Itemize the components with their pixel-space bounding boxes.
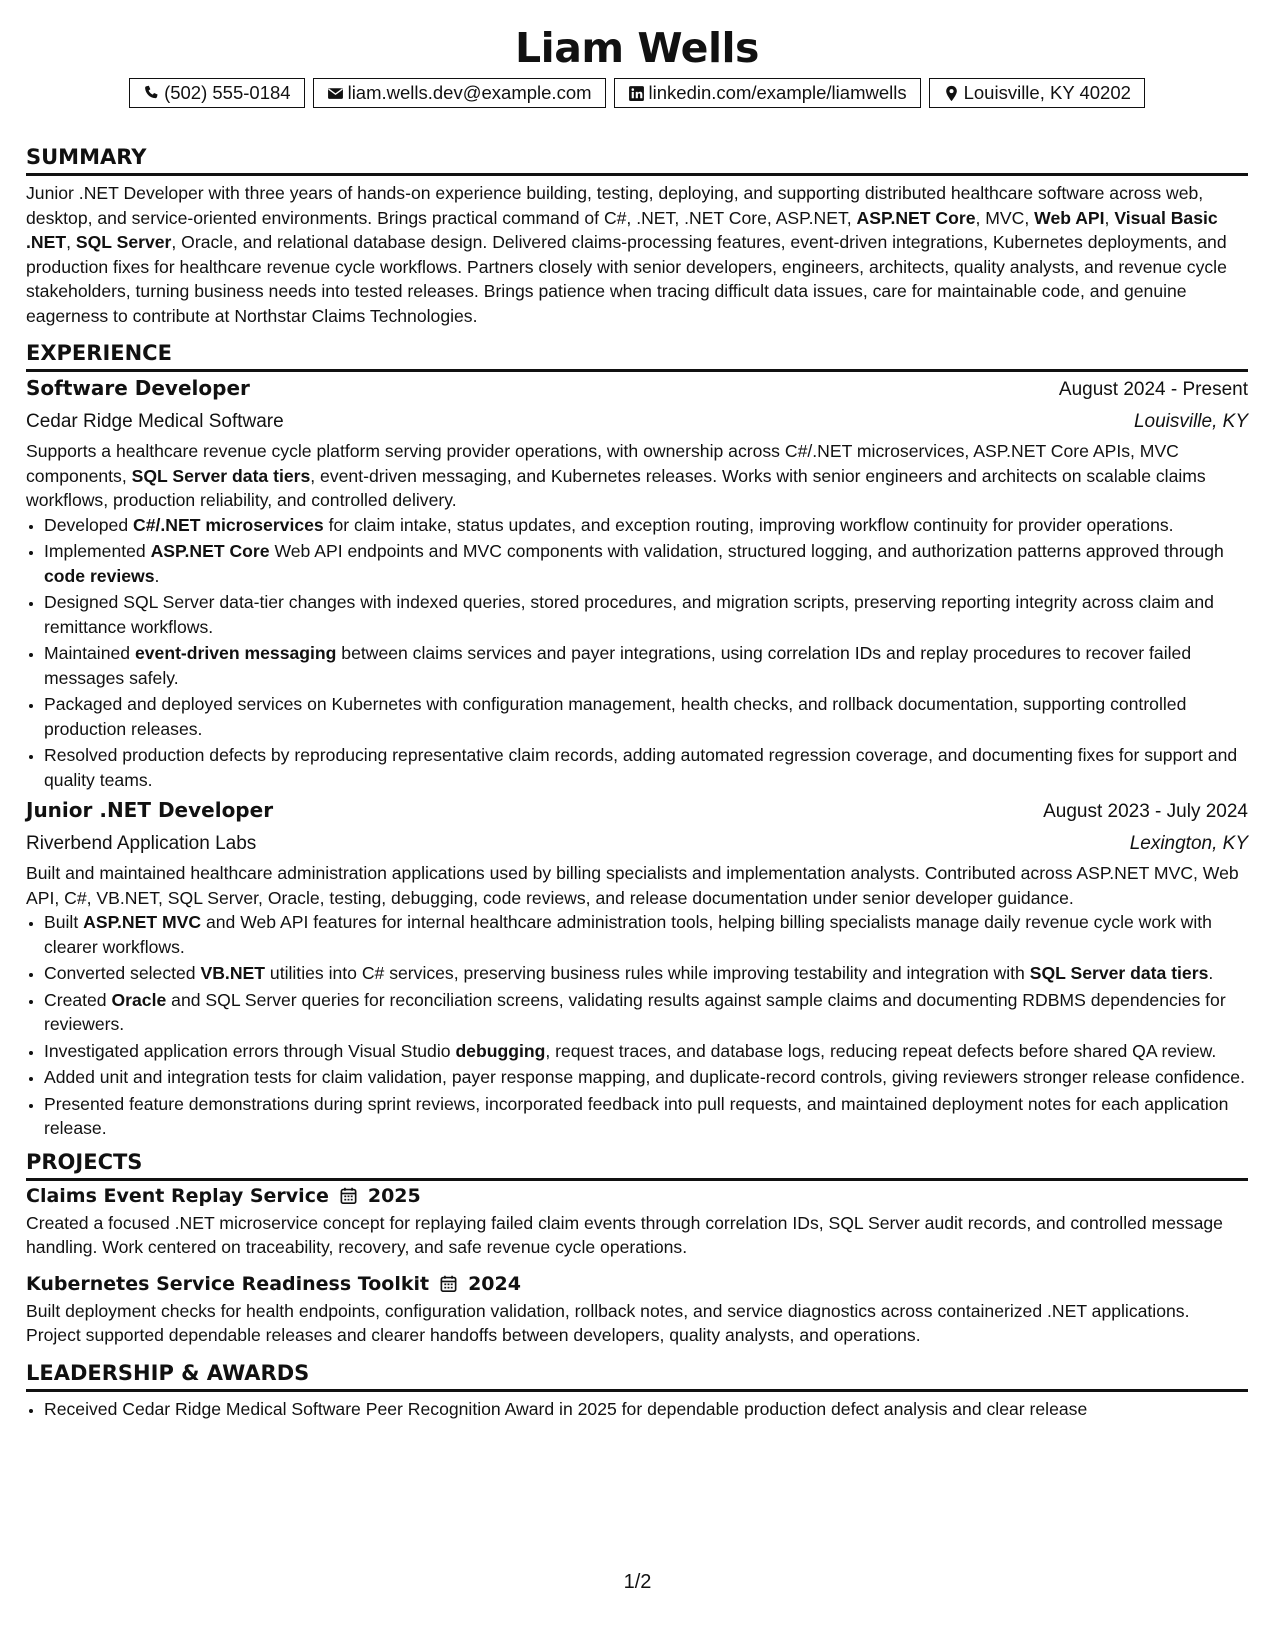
list-item [44, 590, 1248, 639]
list-item [44, 988, 1248, 1037]
bullet-part: . [154, 565, 160, 586]
bullet-bold: debugging [455, 1040, 546, 1061]
project-description: Built deployment checks for health endpoints, configuration validation, rollback notes, and service diagnostics across containerized .NET applications. Project supported dependable releases and clearer handoffs between developers, quality analysts, and operations. [26, 1300, 1190, 1345]
project-name: Kubernetes Service Readiness Toolkit [26, 1272, 430, 1295]
job-description: Built and maintained healthcare administration applications used by billing specialists and implementation analysts. Contributed across ASP.NET MVC, Web API, C#, VB.NET, SQL Server, Oracle, testing, debugging, code reviews, and release documentation under senior developer guidance. [26, 863, 1239, 908]
project-entry [26, 1269, 1248, 1348]
experience-heading: EXPERIENCE [26, 340, 1248, 372]
list-item [44, 1039, 1248, 1064]
contact-phone[interactable] [129, 78, 305, 108]
list-item [44, 1065, 1248, 1090]
summary-part: , [1104, 207, 1115, 228]
bullet-part: Designed SQL Server data-tier changes with indexed queries, stored procedures, and migration scripts, preserving reporting integrity across claim and remittance workflows. [44, 592, 1214, 637]
job-entry [26, 794, 1248, 1141]
bullet-part: , request traces, and database logs, reducing repeat defects before shared QA review. [545, 1040, 1217, 1061]
bullet-part: Resolved production defects by reproducing representative claim records, adding automated regression coverage, and documenting fixes for support and quality teams. [44, 745, 1238, 790]
project-header [26, 1269, 1248, 1299]
bullet-part: Web API endpoints and MVC components with validation, structured logging, and authorization patterns approved through [269, 541, 1224, 561]
contact-location [929, 78, 1145, 108]
list-item [44, 910, 1248, 959]
job-subheader [26, 828, 1248, 859]
bullet-bold: Oracle [111, 989, 167, 1010]
job-company: Cedar Ridge Medical Software [26, 411, 284, 432]
bullet-part: and Web API features for internal healthcare administration tools, helping billing specialists manage daily revenue cycle work with clearer workflows. [44, 912, 1212, 957]
linkedin-icon [628, 85, 645, 102]
bullet-part: for claim intake, status updates, and exception routing, improving workflow continuity for provider operations. [323, 514, 1174, 535]
job-description [26, 439, 1248, 513]
job-bullets [26, 910, 1248, 1141]
desc-bold: SQL Server data tiers [131, 465, 311, 486]
desc-part: Supports a healthcare revenue cycle platform serving provider operations, with ownership across C#/.NET microservices, ASP.NET Core APIs, MVC components, [26, 441, 1179, 486]
summary-text [26, 181, 1248, 328]
project-entry [26, 1181, 1248, 1260]
experience-section [26, 340, 1248, 1141]
summary-bold: Visual Basic .NET [26, 207, 1218, 252]
project-year: 2024 [468, 1272, 521, 1295]
bullet-part: Added unit and integration tests for claim validation, payer response mapping, and duplicate-record controls, giving reviewers stronger release confidence. [44, 1067, 1245, 1087]
resume-content [26, 18, 1248, 1423]
summary-part: , [66, 232, 76, 252]
email-text: liam.wells.dev@example.com [347, 82, 592, 103]
linkedin-text: linkedin.com/example/liamwells [648, 82, 907, 103]
bullet-bold: SQL Server data tiers [1029, 963, 1209, 983]
list-item [44, 692, 1248, 741]
job-title: Junior .NET Developer [26, 798, 274, 822]
job-header [26, 794, 1248, 828]
calendar-icon [439, 1274, 458, 1293]
project-description: Created a focused .NET microservice concept for replaying failed claim events through correlation IDs, SQL Server audit records, and controlled message handling. Work centered on traceability, recovery, and safe revenue cycle operations. [26, 1212, 1223, 1257]
candidate-name: Liam Wells [515, 24, 759, 72]
list-item [44, 641, 1248, 690]
contact-linkedin[interactable] [614, 78, 921, 108]
projects-heading: PROJECTS [26, 1149, 1248, 1181]
summary-part: , MVC, [975, 207, 1035, 228]
summary-bold: ASP.NET Core [856, 207, 976, 228]
bullet-part: Created [44, 989, 112, 1010]
projects-section [26, 1149, 1248, 1348]
location-text: Louisville, KY 40202 [963, 82, 1131, 103]
bullet-bold: ASP.NET Core [150, 541, 270, 561]
job-bullets [26, 513, 1248, 793]
bullet-part: utilities into C# services, preserving business rules while improving testability and integration with [265, 963, 1030, 983]
list-item: • Received Cedar Ridge Medical Software Peer Recognition Award in 2025 for dependable production defect analysis and clear release [44, 1397, 1248, 1422]
job-subheader [26, 406, 1248, 437]
bullet-part: Investigated application errors through Visual Studio [44, 1040, 456, 1061]
list-item [44, 743, 1248, 792]
bullet-part: between claims services and payer integrations, using correlation IDs and replay procedures to recover failed messages safely. [44, 643, 1192, 688]
calendar-icon [339, 1186, 358, 1205]
job-entry [26, 372, 1248, 792]
bullet-bold: event-driven messaging [134, 643, 337, 663]
bullet-bold: code reviews [44, 565, 155, 586]
desc-part: , event-driven messaging, and Kubernetes releases. Works with senior engineers and architects on scalable claims workflows, production reliability, and controlled delivery. [26, 465, 1206, 510]
phone-text: (502) 555-0184 [164, 82, 291, 103]
job-location: Louisville, KY [1133, 411, 1248, 432]
project-year: 2025 [367, 1184, 421, 1207]
job-company: Riverbend Application Labs [26, 833, 257, 854]
list-item [44, 1092, 1248, 1141]
list-item [44, 961, 1248, 986]
contact-email[interactable] [313, 78, 606, 108]
job-dates: August 2024 - Present [1058, 379, 1248, 400]
summary-heading: SUMMARY [26, 144, 1248, 176]
bullet-part: Maintained [44, 643, 135, 663]
job-title: Software Developer [26, 376, 250, 400]
bullet-part: Developed [44, 514, 134, 535]
job-dates: August 2023 - July 2024 [1043, 801, 1248, 822]
project-name: Claims Event Replay Service [26, 1184, 329, 1207]
summary-bold: Web API [1034, 207, 1105, 228]
map-pin-icon [943, 85, 960, 102]
contact-bar [26, 78, 1248, 108]
bullet-part: Presented feature demonstrations during sprint reviews, incorporated feedback into pull requests, and maintained deployment notes for each application release. [44, 1093, 1229, 1138]
list-item [44, 539, 1248, 588]
bullet-bold: C#/.NET microservices [133, 514, 324, 535]
bullet-part: . [1208, 963, 1214, 983]
summary-bold: SQL Server [75, 232, 172, 252]
bullet-bold: ASP.NET MVC [83, 912, 202, 932]
summary-part: , Oracle, and relational database design. Delivered claims-processing features, event-driven integrations, Kubernetes deployments, and production fixes for healthcare revenue cycle workflows. Partners closely with senior developers, engineers, architects, quality analysts, and revenue cycle stakeholders, turning business needs into tested releases. Brings patience when tracing difficult data issues, care for maintainable code, and genuine eagerness to contribute at Northstar Claims Technologies. [26, 232, 1227, 326]
envelope-icon [327, 85, 344, 102]
summary-part: Junior .NET Developer with three years of hands-on experience building, testing, deploying, and supporting distributed healthcare software across web, desktop, and service-oriented environments. Brings practical command of C#, .NET, .NET Core, ASP.NET, [26, 183, 1204, 228]
list-item [44, 513, 1248, 538]
job-header [26, 372, 1248, 406]
phone-icon [143, 85, 160, 102]
bullet-part: Packaged and deployed services on Kubernetes with configuration management, health checks, and rollback documentation, supporting controlled production releases. [44, 694, 1187, 739]
job-location: Lexington, KY [1129, 833, 1248, 854]
bullet-bold: VB.NET [200, 963, 266, 983]
awards-section [26, 1360, 1248, 1422]
awards-list [26, 1397, 1248, 1422]
page-number: 1/2 [623, 1571, 652, 1593]
bullet-part: Built [44, 912, 84, 932]
bullet-part: Converted selected [44, 963, 201, 983]
bullet-part: Implemented [44, 541, 151, 561]
awards-heading: LEADERSHIP & AWARDS [26, 1360, 1248, 1392]
summary-section [26, 144, 1248, 328]
bullet-part: and SQL Server queries for reconciliation screens, validating results against sample claims and documenting RDBMS dependencies for reviewers. [44, 989, 1226, 1034]
project-header [26, 1181, 1248, 1211]
